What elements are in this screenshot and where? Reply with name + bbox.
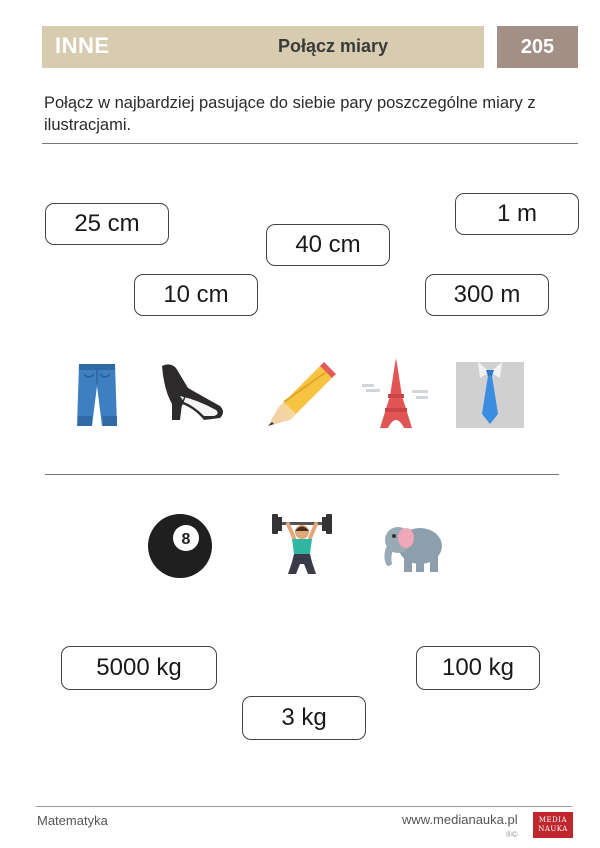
logo-text-line1: MEDIA <box>538 816 568 824</box>
svg-text:8: 8 <box>181 531 191 548</box>
footer-subject: Matematyka <box>37 813 108 828</box>
page-number: 205 <box>520 36 555 58</box>
jeans-icon[interactable] <box>72 360 122 430</box>
pencil-icon[interactable] <box>262 358 338 430</box>
elephant-icon[interactable] <box>378 514 448 576</box>
measure-box-40cm[interactable]: 40 cm <box>266 224 390 266</box>
measure-box-10cm[interactable]: 10 cm <box>134 274 258 316</box>
header-category: INNE <box>55 33 110 58</box>
logo-text-line2: NAUKA <box>538 825 568 833</box>
shoe-icon[interactable] <box>158 360 228 428</box>
weightlifter-icon[interactable] <box>268 512 336 578</box>
header-bar <box>42 26 484 68</box>
measure-box-100kg[interactable]: 100 kg <box>416 646 540 690</box>
shirt-tie-icon[interactable] <box>456 362 524 428</box>
measure-box-25cm[interactable]: 25 cm <box>45 203 169 245</box>
billiard-ball-icon[interactable] <box>146 512 214 580</box>
footer-rights: ®© <box>506 830 518 839</box>
media-nauka-logo <box>533 812 573 838</box>
measure-box-5000kg[interactable]: 5000 kg <box>61 646 217 690</box>
measure-box-3kg[interactable]: 3 kg <box>242 696 366 740</box>
measure-box-1m[interactable]: 1 m <box>455 193 579 235</box>
section-divider <box>45 474 559 475</box>
measure-box-300m[interactable]: 300 m <box>425 274 549 316</box>
page-number-box <box>497 26 578 68</box>
instruction-text: Połącz w najbardziej pasujące do siebie pary poszczególne miary z ilustracjami. <box>44 94 536 134</box>
instruction-divider <box>42 143 578 144</box>
footer-website-link[interactable]: www.medianauka.pl <box>402 812 518 827</box>
eiffel-tower-icon[interactable] <box>358 356 434 430</box>
header-title: Połącz miary <box>278 36 389 56</box>
footer-divider <box>36 806 572 807</box>
